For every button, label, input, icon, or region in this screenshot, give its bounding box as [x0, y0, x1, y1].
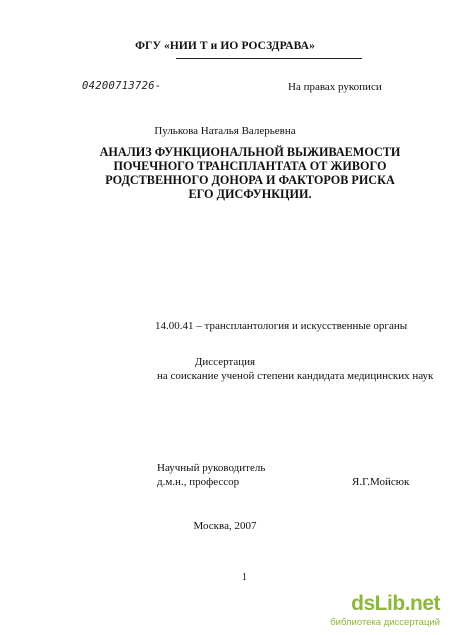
dissertation-degree: на соискание ученой степени кандидата медицинских наук — [157, 370, 434, 382]
title-line: РОДСТВЕННОГО ДОНОРА И ФАКТОРОВ РИСКА — [105, 173, 395, 187]
advisor-label: Научный руководитель — [157, 462, 266, 474]
dissertation-label: Диссертация — [194, 356, 256, 368]
page-number: 1 — [242, 572, 247, 583]
organization-underline — [176, 58, 362, 59]
advisor-degree: д.м.н., профессор — [157, 476, 240, 488]
watermark-subtitle: библиотека диссертаций — [330, 617, 440, 628]
title-line: АНАЛИЗ ФУНКЦИОНАЛЬНОЙ ВЫЖИВАЕМОСТИ — [99, 145, 401, 159]
advisor-name: Я.Г.Мойсюк — [352, 476, 410, 488]
rights-note: На правах рукописи — [288, 81, 382, 93]
city-year: Москва, 2007 — [193, 520, 257, 532]
title-line: ЕГО ДИСФУНКЦИИ. — [188, 187, 312, 201]
organization-header: ФГУ «НИИ Т и ИО РОСЗДРАВА» — [135, 40, 315, 52]
watermark — [330, 592, 440, 632]
watermark-logo: dsLib.net — [351, 592, 440, 615]
author-name: Пулькова Наталья Валерьевна — [154, 125, 296, 137]
archive-stamp: 04200713726- — [82, 80, 162, 92]
title-line: ПОЧЕЧНОГО ТРАНСПЛАНТАТА ОТ ЖИВОГО — [113, 159, 387, 173]
dissertation-title — [90, 145, 410, 201]
specialty-code: 14.00.41 – трансплантология и искусственные органы — [155, 320, 408, 332]
